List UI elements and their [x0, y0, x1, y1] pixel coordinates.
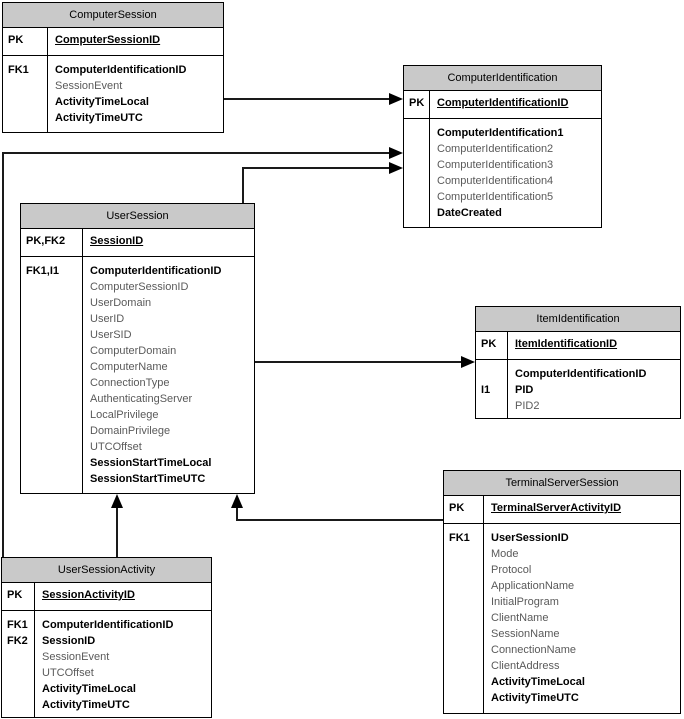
- attribute: ApplicationName: [491, 580, 575, 592]
- connector-segment: [2, 152, 390, 154]
- attribute: UTCOffset: [42, 667, 94, 679]
- attribute: ConnectionType: [90, 377, 170, 389]
- attribute: ComputerDomain: [90, 345, 177, 357]
- attribute: ComputerIdentification2: [437, 143, 554, 155]
- attribute: UserID: [90, 313, 125, 325]
- arrow-head-icon: [389, 147, 403, 159]
- connector-segment: [255, 361, 462, 363]
- attribute: AuthenticatingServer: [90, 393, 193, 405]
- connector-segment: [116, 506, 118, 557]
- attribute: ActivityTimeUTC: [55, 112, 143, 124]
- attribute: SessionID: [42, 635, 96, 647]
- attribute: SessionName: [491, 628, 560, 640]
- connector-segment: [236, 506, 238, 521]
- attribute: SessionEvent: [55, 80, 123, 92]
- attribute: ActivityTimeUTC: [42, 699, 130, 711]
- attribute: PID: [515, 384, 534, 396]
- attribute: ComputerIdentificationID: [515, 368, 647, 380]
- pk-key-label: PK,FK2: [21, 229, 83, 256]
- attribute: DateCreated: [437, 207, 502, 219]
- attribute: DomainPrivilege: [90, 425, 171, 437]
- entity-title: ComputerIdentification: [404, 66, 601, 91]
- attribute-list: [48, 56, 223, 132]
- attribute: LocalPrivilege: [90, 409, 159, 421]
- entity-title: ItemIdentification: [476, 307, 680, 332]
- arrow-head-icon: [231, 494, 243, 508]
- attribute: ComputerIdentificationID: [55, 64, 187, 76]
- entity-title: UserSession: [21, 204, 254, 229]
- arrow-head-icon: [111, 494, 123, 508]
- pk-attribute: SessionActivityID: [42, 589, 135, 601]
- attribute: ClientAddress: [491, 660, 560, 672]
- key-labels: [2, 611, 35, 717]
- attribute: ComputerIdentificationID: [90, 265, 222, 277]
- key-labels: [476, 360, 508, 418]
- attribute: PID2: [515, 400, 540, 412]
- key-labels: [21, 257, 83, 493]
- key-label: [481, 366, 505, 382]
- pk-key-label: PK: [476, 332, 508, 359]
- attribute-list: [508, 360, 680, 418]
- attribute-list: [83, 257, 254, 493]
- pk-attribute: SessionID: [90, 235, 144, 247]
- attribute: SessionStartTimeLocal: [90, 457, 212, 469]
- entity-terminal-server-session: [443, 470, 681, 714]
- attribute: ActivityTimeLocal: [55, 96, 149, 108]
- key-labels: [404, 119, 430, 227]
- attribute: ActivityTimeLocal: [491, 676, 585, 688]
- arrow-head-icon: [461, 356, 475, 368]
- entity-title: TerminalServerSession: [444, 471, 680, 496]
- entity-computer-session: [2, 2, 224, 133]
- entity-user-session: [20, 203, 255, 494]
- key-label: FK2: [7, 635, 28, 647]
- connector-segment: [224, 98, 392, 100]
- pk-key-label: PK: [444, 496, 484, 523]
- pk-attribute: ComputerIdentificationID: [437, 97, 569, 109]
- pk-key-label: PK: [2, 583, 35, 610]
- attribute-list: [484, 524, 680, 713]
- attribute: ComputerIdentification1: [437, 127, 564, 139]
- attribute: UserSessionID: [491, 532, 569, 544]
- key-label: FK1: [449, 532, 470, 544]
- attribute: ComputerIdentification3: [437, 159, 554, 171]
- key-label: FK1: [8, 64, 29, 76]
- connector-segment: [242, 167, 244, 203]
- entity-user-session-activity: [1, 557, 212, 718]
- attribute: Mode: [491, 548, 519, 560]
- arrow-head-icon: [389, 93, 403, 105]
- key-label: I1: [481, 384, 491, 396]
- pk-attribute: ComputerSessionID: [55, 34, 161, 46]
- attribute: ClientName: [491, 612, 549, 624]
- connector-segment: [242, 167, 390, 169]
- attribute: UserSID: [90, 329, 132, 341]
- attribute: ComputerName: [90, 361, 168, 373]
- connector-segment: [236, 519, 443, 521]
- attribute: UserDomain: [90, 297, 152, 309]
- key-label: FK1: [7, 619, 28, 631]
- attribute: SessionStartTimeUTC: [90, 473, 206, 485]
- attribute: ComputerSessionID: [90, 281, 189, 293]
- entity-item-identification: [475, 306, 681, 419]
- entity-title: UserSessionActivity: [2, 558, 211, 583]
- attribute: ComputerIdentification4: [437, 175, 554, 187]
- attribute: InitialProgram: [491, 596, 559, 608]
- arrow-head-icon: [389, 162, 403, 174]
- entity-title: ComputerSession: [3, 3, 223, 28]
- attribute: Protocol: [491, 564, 532, 576]
- key-labels: [444, 524, 484, 713]
- pk-key-label: PK: [404, 91, 430, 118]
- attribute: ActivityTimeLocal: [42, 683, 136, 695]
- entity-computer-identification: [403, 65, 602, 228]
- key-label: FK1,I1: [26, 265, 60, 277]
- connector-segment: [2, 152, 4, 557]
- attribute: ConnectionName: [491, 644, 576, 656]
- pk-attribute: TerminalServerActivityID: [491, 502, 622, 514]
- pk-attribute: ItemIdentificationID: [515, 338, 618, 350]
- attribute-list: [430, 119, 601, 227]
- attribute: SessionEvent: [42, 651, 110, 663]
- attribute: ComputerIdentification5: [437, 191, 554, 203]
- attribute-list: [35, 611, 211, 717]
- attribute: ActivityTimeUTC: [491, 692, 579, 704]
- attribute: UTCOffset: [90, 441, 142, 453]
- pk-key-label: PK: [3, 28, 48, 55]
- key-labels: [3, 56, 48, 132]
- attribute: ComputerIdentificationID: [42, 619, 174, 631]
- key-label: [409, 125, 427, 141]
